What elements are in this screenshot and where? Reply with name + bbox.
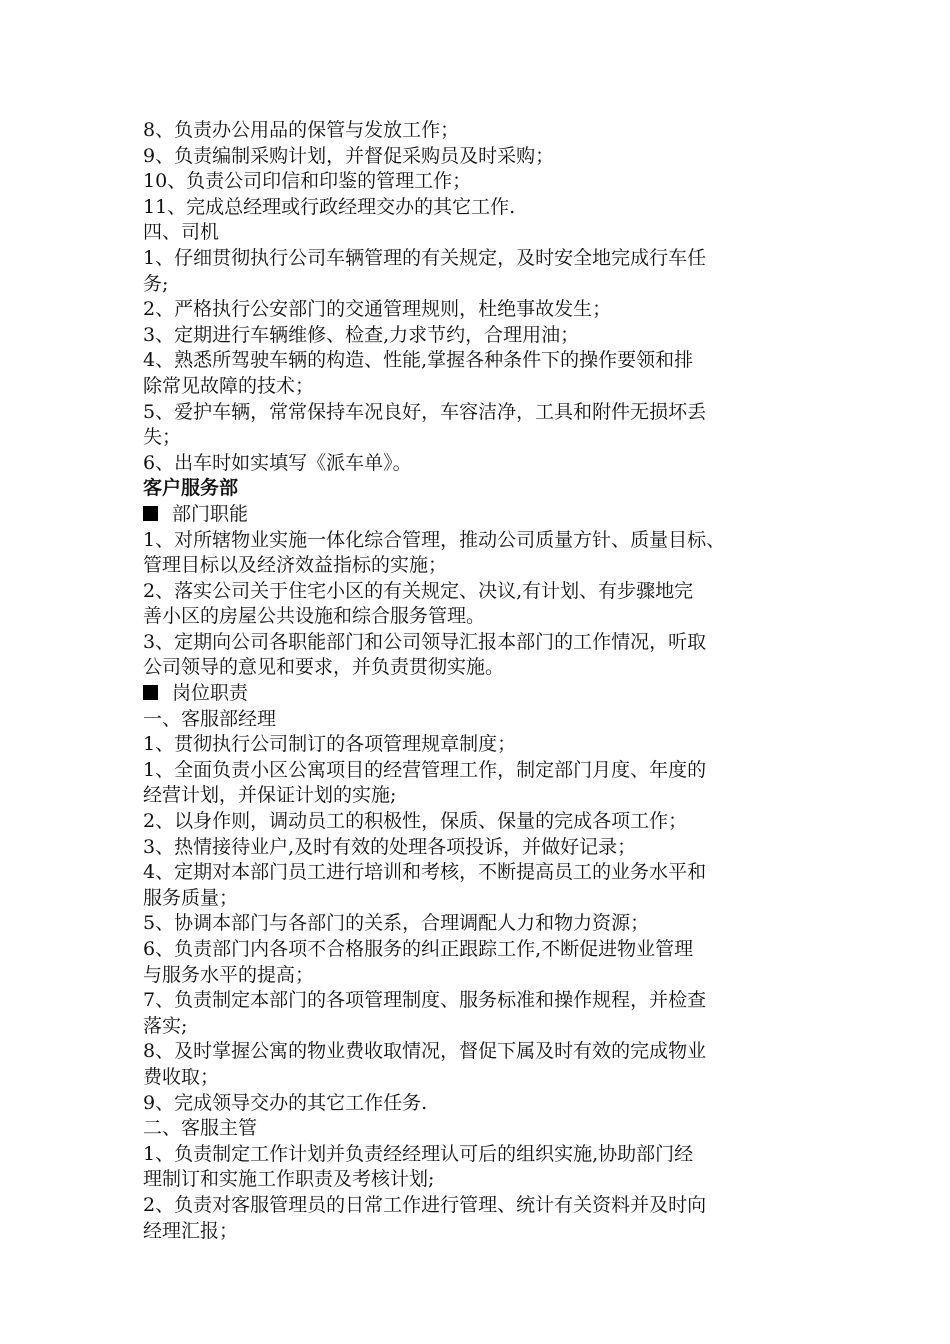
text-line	[143, 246, 823, 272]
line-text: 1、负责制定工作计划并负责经经理认可后的组织实施,协助部门经	[143, 1142, 694, 1165]
text-line	[143, 835, 823, 861]
line-text: 9、完成领导交办的其它工作任务.	[143, 1091, 428, 1114]
text-line	[143, 911, 823, 937]
text-line	[143, 348, 823, 374]
text-line	[143, 195, 823, 221]
text-line	[143, 528, 823, 554]
line-text: 7、负责制定本部门的各项管理制度、服务标准和操作规程，并检查	[143, 989, 707, 1012]
text-line	[143, 451, 823, 477]
line-text: 落实;	[143, 1014, 188, 1037]
text-line	[143, 860, 823, 886]
line-text: 经营计划，并保证计划的实施;	[143, 784, 397, 807]
line-text: 与服务水平的提高；	[143, 963, 315, 986]
line-text: 客户服务部	[143, 477, 239, 500]
text-line	[143, 553, 823, 579]
text-line	[143, 169, 823, 195]
text-line	[143, 1219, 823, 1245]
line-text: 二、客服主管	[143, 1117, 258, 1140]
text-line	[143, 886, 823, 912]
line-text: 2、落实公司关于住宅小区的有关规定、决议,有计划、有步骤地完	[143, 579, 694, 602]
line-text: 10、负责公司印信和印鉴的管理工作；	[143, 170, 472, 193]
text-line	[143, 1039, 823, 1065]
text-line	[143, 1167, 823, 1193]
text-line	[143, 144, 823, 170]
document-body	[143, 118, 823, 1244]
section-heading	[143, 476, 823, 502]
text-line	[143, 400, 823, 426]
line-text: 4、熟悉所驾驶车辆的构造、性能,掌握各种条件下的操作要领和排	[143, 349, 694, 372]
line-text: 公司领导的意见和要求，并负责贯彻实施。	[143, 656, 505, 679]
line-text: 4、定期对本部门员工进行培训和考核，不断提高员工的业务水平和	[143, 861, 707, 884]
bullet-heading	[143, 681, 823, 707]
line-text: 8、负责办公用品的保管与发放工作；	[143, 119, 460, 141]
bullet-heading	[143, 502, 823, 528]
line-text: 3、热情接待业户,及时有效的处理各项投诉，并做好记录；	[143, 835, 637, 858]
text-line	[143, 1065, 823, 1091]
line-text: 管理目标以及经济效益指标的实施；	[143, 554, 448, 577]
line-text: 善小区的房屋公共设施和综合服务管理。	[143, 605, 486, 628]
line-text: 服务质量；	[143, 886, 239, 909]
line-text: 务;	[143, 272, 169, 295]
text-line	[143, 963, 823, 989]
line-text: 2、以身作则，调动员工的积极性，保质、保量的完成各项工作；	[143, 810, 688, 833]
line-text: 6、负责部门内各项不合格服务的纠正跟踪工作,不断促进物业管理	[143, 938, 694, 960]
line-text: 9、负责编制采购计划，并督促采购员及时采购；	[143, 144, 555, 167]
text-line	[143, 118, 823, 144]
line-text: 2、严格执行公安部门的交通管理规则，杜绝事故发生；	[143, 298, 612, 321]
text-line	[143, 732, 823, 758]
line-text: 费收取；	[143, 1065, 220, 1088]
text-line	[143, 1142, 823, 1168]
line-text: 一、客服部经理	[143, 707, 277, 730]
line-text: 3、定期向公司各职能部门和公司领导汇报本部门的工作情况，听取	[143, 630, 707, 653]
text-line	[143, 297, 823, 323]
text-line	[143, 425, 823, 451]
line-text: 3、定期进行车辆维修、检查,力求节约，合理用油；	[143, 323, 580, 346]
text-line	[143, 937, 823, 963]
line-text: 部门职能	[172, 502, 249, 525]
text-line	[143, 579, 823, 605]
text-line	[143, 1014, 823, 1040]
line-text: 5、协调本部门与各部门的关系，合理调配人力和物力资源；	[143, 912, 650, 935]
text-line	[143, 374, 823, 400]
text-line	[143, 1116, 823, 1142]
line-text: 1、对所辖物业实施一体化综合管理，推动公司质量方针、质量目标、	[143, 528, 726, 551]
line-text: 岗位职责	[172, 682, 249, 705]
text-line	[143, 272, 823, 298]
text-line	[143, 655, 823, 681]
line-text: 6、出车时如实填写《派车单》。	[143, 451, 412, 474]
text-line	[143, 604, 823, 630]
text-line	[143, 220, 823, 246]
square-bullet-icon	[143, 685, 158, 700]
line-text: 经理汇报；	[143, 1219, 239, 1242]
text-line	[143, 1193, 823, 1219]
text-line	[143, 707, 823, 733]
line-text: 8、及时掌握公寓的物业费收取情况，督促下属及时有效的完成物业	[143, 1040, 707, 1063]
line-text: 1、全面负责小区公寓项目的经营管理工作，制定部门月度、年度的	[143, 758, 707, 781]
line-text: 四、司机	[143, 221, 220, 244]
line-text: 失；	[143, 426, 182, 449]
line-text: 除常见故障的技术；	[143, 374, 315, 397]
line-text: 1、贯彻执行公司制订的各项管理规章制度；	[143, 733, 517, 756]
text-line	[143, 1091, 823, 1117]
line-text: 11、完成总经理或行政经理交办的其它工作.	[143, 195, 516, 218]
line-text: 2、负责对客服管理员的日常工作进行管理、统计有关资料并及时向	[143, 1193, 707, 1216]
text-line	[143, 630, 823, 656]
text-line	[143, 758, 823, 784]
line-text: 1、仔细贯彻执行公司车辆管理的有关规定，及时安全地完成行车任	[143, 246, 707, 269]
text-line	[143, 809, 823, 835]
text-line	[143, 783, 823, 809]
text-line	[143, 988, 823, 1014]
line-text: 理制订和实施工作职责及考核计划;	[143, 1168, 435, 1191]
line-text: 5、爱护车辆，常常保持车况良好，车容洁净，工具和附件无损坏丢	[143, 400, 707, 423]
text-line	[143, 323, 823, 349]
square-bullet-icon	[143, 506, 158, 521]
